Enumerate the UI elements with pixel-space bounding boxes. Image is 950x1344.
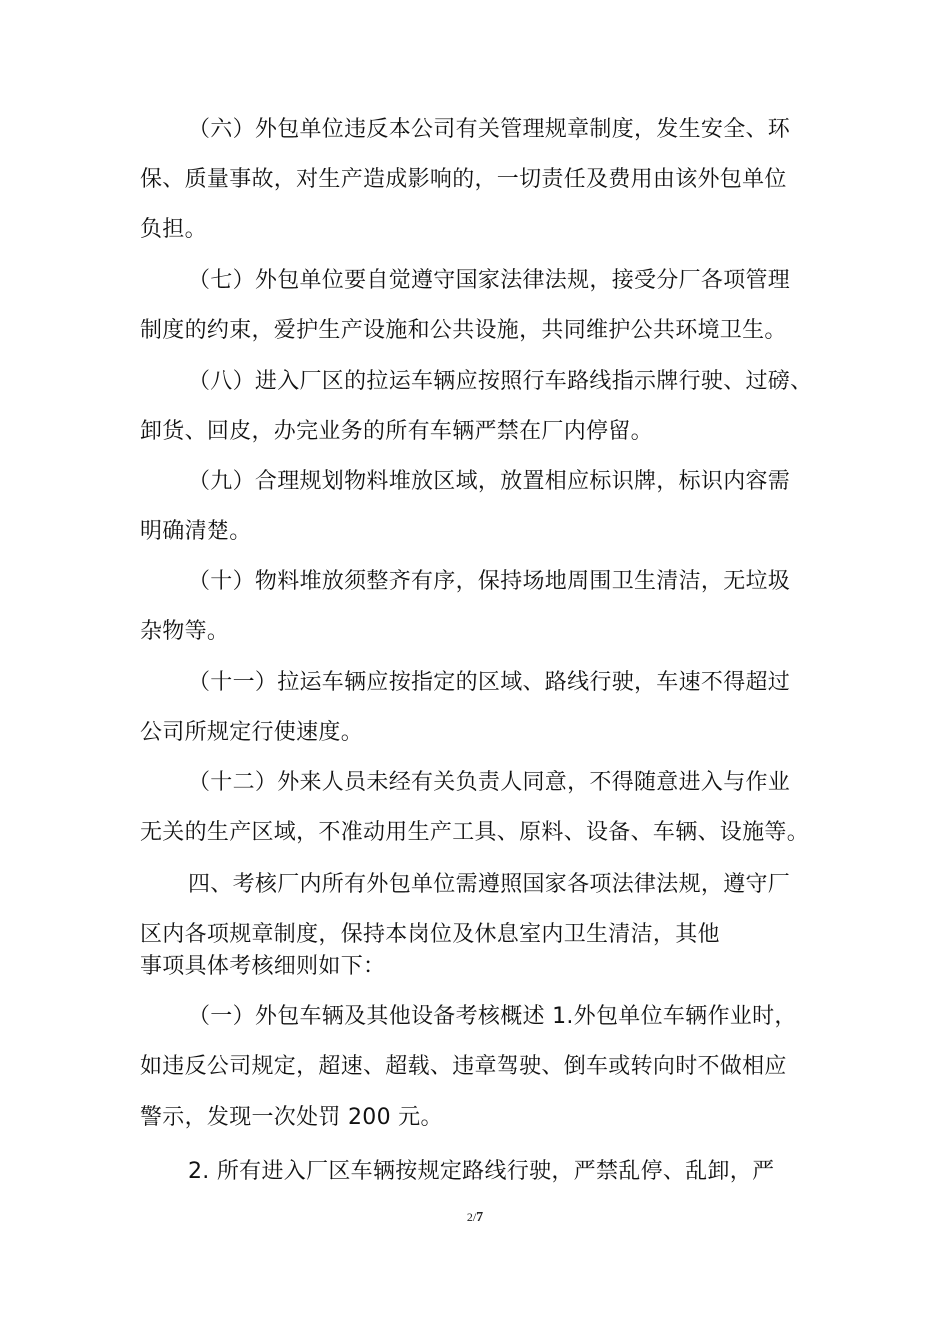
paragraph-line: （十）物料堆放须整齐有序，保持场地周围卫生清洁，无垃圾 bbox=[188, 569, 791, 594]
paragraph-line: 公司所规定行使速度。 bbox=[140, 720, 364, 745]
paragraph-line: （六）外包单位违反本公司有关管理规章制度，发生安全、环 bbox=[188, 117, 791, 142]
paragraph-line: （九）合理规划物料堆放区域，放置相应标识牌，标识内容需 bbox=[188, 469, 791, 494]
paragraph-line: （八）进入厂区的拉运车辆应按照行车路线指示牌行驶、过磅、 bbox=[188, 369, 813, 394]
paragraph-line: 保、质量事故，对生产造成影响的，一切责任及费用由该外包单位 bbox=[140, 167, 787, 192]
paragraph-line: （七）外包单位要自觉遵守国家法律法规，接受分厂各项管理 bbox=[188, 268, 791, 293]
page-number-current: 2/ bbox=[466, 1210, 477, 1224]
page-number-total: 7 bbox=[476, 1210, 484, 1225]
paragraph-line: （一）外包车辆及其他设备考核概述 1.外包单位车辆作业时， bbox=[188, 1004, 797, 1029]
section-heading-line: 四、考核厂内所有外包单位需遵照国家各项法律法规，遵守厂 bbox=[188, 872, 791, 897]
paragraph-line: 无关的生产区域，不准动用生产工具、原料、设备、车辆、设施等。 bbox=[140, 820, 810, 845]
paragraph-line: 2. 所有进入厂区车辆按规定路线行驶，严禁乱停、乱卸，严 bbox=[188, 1159, 775, 1184]
paragraph-line: （十二）外来人员未经有关负责人同意，不得随意进入与作业 bbox=[188, 770, 791, 795]
page-number bbox=[0, 1210, 950, 1225]
paragraph-line: 区内各项规章制度，保持本岗位及休息室内卫生清洁，其他 bbox=[140, 922, 720, 947]
paragraph-line: 如违反公司规定，超速、超载、违章驾驶、倒车或转向时不做相应 bbox=[140, 1054, 787, 1079]
paragraph-line: 警示，发现一次处罚 200 元。 bbox=[140, 1105, 443, 1130]
paragraph-line: 明确清楚。 bbox=[140, 519, 252, 544]
paragraph-line: 事项具体考核细则如下： bbox=[140, 954, 386, 979]
paragraph-line: 负担。 bbox=[140, 217, 207, 242]
paragraph-line: 卸货、回皮，办完业务的所有车辆严禁在厂内停留。 bbox=[140, 419, 653, 444]
paragraph-line: 制度的约束，爱护生产设施和公共设施，共同维护公共环境卫生。 bbox=[140, 318, 787, 343]
paragraph-line: 杂物等。 bbox=[140, 619, 230, 644]
paragraph-line: （十一）拉运车辆应按指定的区域、路线行驶，车速不得超过 bbox=[188, 670, 791, 695]
